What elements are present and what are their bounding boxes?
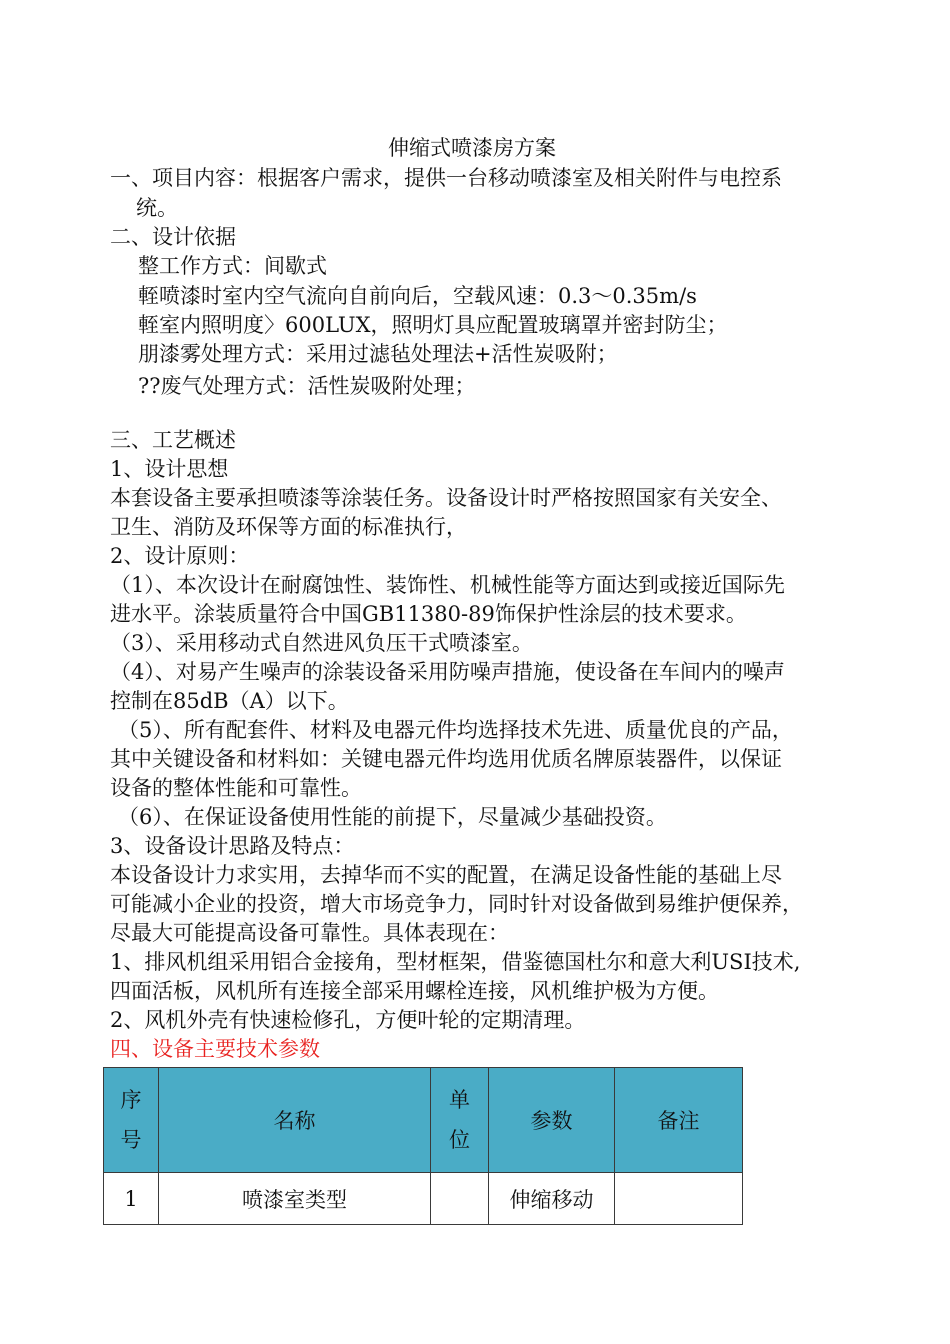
cell-name: 喷漆室类型 [159, 1173, 431, 1225]
cell-unit [431, 1173, 489, 1225]
document-title: 伸缩式喷漆房方案 [388, 136, 556, 160]
paragraph-line: 其中关键设备和材料如：关键电器元件均选用优质名牌原装器件，以保证 [110, 747, 782, 771]
paragraph-line: 进水平。涂装质量符合中国GB11380-89饰保护性涂层的技术要求。 [110, 602, 747, 626]
paragraph-line: 本设备设计力求实用，去掉华而不实的配置，在满足设备性能的基础上尽 [110, 863, 782, 887]
paragraph-line: （5）、所有配套件、材料及电器元件均选择技术先进、质量优良的产品， [118, 718, 793, 742]
sub1-heading: 1、设计思想 [110, 457, 229, 481]
section2-item: 輊室内照明度〉600LUX，照明灯具应配置玻璃罩并密封防尘； [138, 313, 728, 337]
section1-line2: 统。 [136, 196, 178, 220]
paragraph-line: （3）、采用移动式自然进风负压干式喷漆室。 [110, 631, 533, 655]
paragraph-line: 本套设备主要承担喷漆等涂装任务。设备设计时严格按照国家有关安全、 [110, 486, 782, 510]
paragraph-line: 1、排风机组采用铝合金接角，型材框架，借鉴德国杜尔和意大利USI技术, [110, 950, 801, 974]
header-seq: 序 号 [104, 1068, 159, 1173]
sub2-heading: 2、设计原则： [110, 544, 250, 568]
section2-item: 朋漆雾处理方式：采用过滤毡处理法+活性炭吸附； [138, 342, 618, 366]
paragraph-line: （4）、对易产生噪声的涂装设备采用防噪声措施，使设备在车间内的噪声 [110, 660, 785, 684]
header-unit: 单 位 [431, 1068, 489, 1173]
section1-line1: 一、项目内容：根据客户需求，提供一台移动喷漆室及相关附件与电控系 [110, 166, 782, 190]
table-header-row [104, 1068, 743, 1173]
cell-note [615, 1173, 743, 1225]
parameters-table [103, 1067, 743, 1225]
section2-item: 整工作方式：间歇式 [138, 254, 327, 278]
section2-heading: 二、设计依据 [110, 225, 236, 249]
header-name: 名称 [159, 1068, 431, 1173]
paragraph-line: 设备的整体性能和可靠性。 [110, 776, 362, 800]
paragraph-line: 卫生、消防及环保等方面的标准执行， [110, 515, 467, 539]
paragraph-line: （6）、在保证设备使用性能的前提下，尽量减少基础投资。 [118, 805, 667, 829]
paragraph-line: （1）、本次设计在耐腐蚀性、装饰性、机械性能等方面达到或接近国际先 [110, 573, 785, 597]
header-note: 备注 [615, 1068, 743, 1173]
paragraph-line: 四面活板，风机所有连接全部采用螺栓连接，风机维护极为方便。 [110, 979, 719, 1003]
cell-seq: 1 [104, 1173, 159, 1225]
paragraph-line: 控制在85dB（A）以下。 [110, 689, 349, 713]
paragraph-line: 尽最大可能提高设备可靠性。具体表现在： [110, 921, 509, 945]
paragraph-line: 2、风机外壳有快速检修孔，方便叶轮的定期清理。 [110, 1008, 586, 1032]
section2-item: 輊喷漆时室内空气流向自前向后，空载风速：0.3〜0.35m/s [138, 284, 697, 308]
section2-item: ??废气处理方式：活性炭吸附处理； [138, 374, 476, 398]
section3-heading: 三、工艺概述 [110, 428, 236, 452]
cell-param: 伸缩移动 [489, 1173, 615, 1225]
table-row [104, 1173, 743, 1225]
section4-heading: 四、设备主要技术参数 [110, 1037, 320, 1061]
sub3-heading: 3、设备设计思路及特点： [110, 834, 355, 858]
paragraph-line: 可能减小企业的投资，增大市场竞争力，同时针对设备做到易维护便保养， [110, 892, 803, 916]
header-param: 参数 [489, 1068, 615, 1173]
